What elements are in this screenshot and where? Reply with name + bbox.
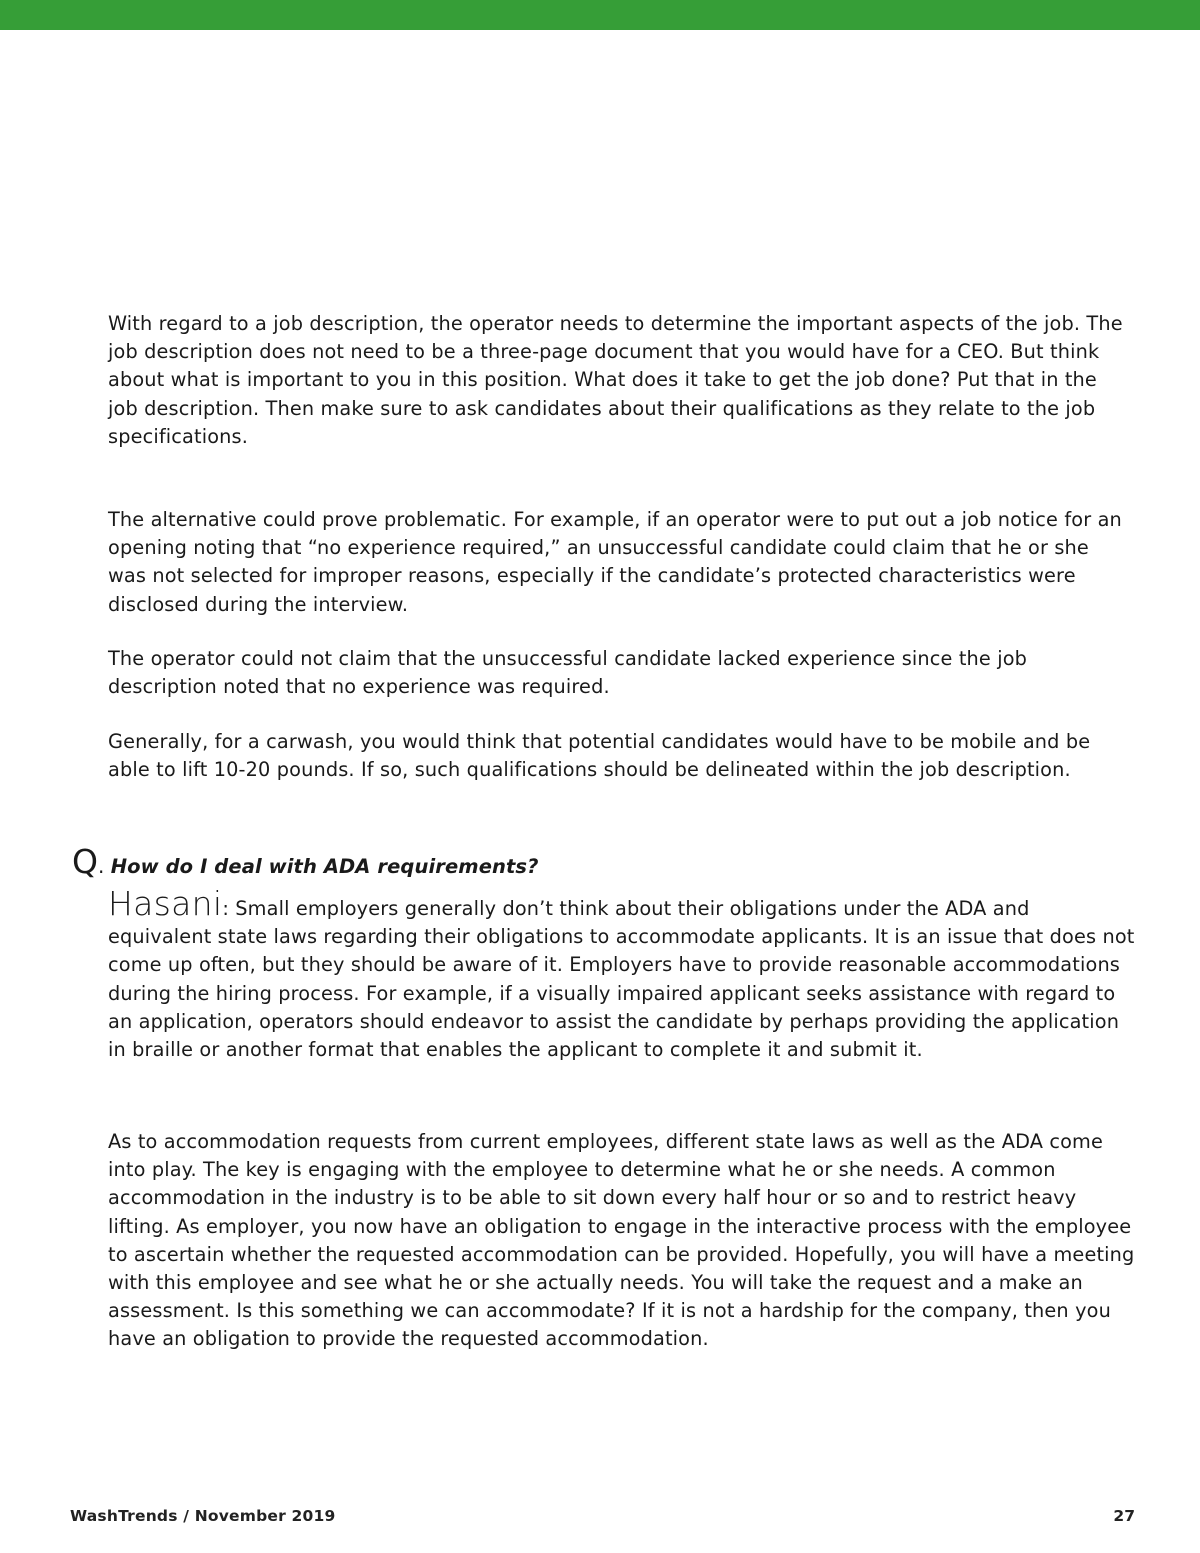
answer-paragraph-2: As to accommodation requests from current employees, different state laws as well as the ADA come into play. The key is engaging with the employee to determine what he or she needs. A common accommodation in the industry is to be able to sit down every half hour or so and to restrict heavy lifting. As employer, you now have an obligation to engage in the interactive process with the employee to ascertain whether the requested accommodation can be provided. Hopefully, you will have a meeting with this employee and see what he or she actually needs. You will take the request and a make an assessment. Is this something we can accommodate? If it is not a hardship for the company, then you have an obligation to provide the requested accommodation. (108, 1130, 1135, 1351)
question-heading (72, 842, 1132, 887)
answer-paragraph-1 (108, 884, 1138, 1064)
answer-separator: : (222, 897, 229, 920)
footer-publication: WashTrends / November 2019 (70, 1507, 336, 1525)
top-accent-bar (0, 0, 1200, 30)
article-paragraph-4: Generally, for a carwash, you would think that potential candidates would have to be mobile and be able to lift 10-20 pounds. If so, such qualifications should be delineated within the job description. (108, 730, 1091, 782)
answer-speaker: Hasani (108, 884, 223, 923)
question-text: How do I deal with ADA requirements? (110, 855, 539, 878)
footer-page-number: 27 (1113, 1507, 1135, 1525)
article-paragraph-3: The operator could not claim that the unsuccessful candidate lacked experience since the job description noted that no experience was required. (108, 647, 1028, 699)
article-paragraph-1: With regard to a job description, the operator needs to determine the important aspects of the job. The job description does not need to be a three-page document that you would have for a CEO. But think about what is important to you in this position. What does it take to get the job done? Put that in the job description. Then make sure to ask candidates about their qualifications as they relate to the job specifications. (108, 312, 1123, 448)
question-marker: Q (72, 842, 98, 881)
article-paragraph-2: The alternative could prove problematic. For example, if an operator were to put out a job notice for an opening noting that “no experience required,” an unsuccessful candidate could claim that he or she was not selected for improper reasons, especially if the candidate’s protected characteristics were disclosed during the interview. (108, 508, 1122, 616)
answer-text-1: Small employers generally don’t think about their obligations under the ADA and equivalent state laws regarding their obligations to accommodate applicants. It is an issue that does not come up often, but they should be aware of it. Employers have to provide reasonable accommodations during the hiring process. For example, if a visually impaired applicant seeks assistance with regard to an application, operators should endeavor to assist the candidate by perhaps providing the application in braille or another format that enables the applicant to complete it and submit it. (108, 897, 1135, 1062)
question-separator: . (97, 854, 105, 878)
